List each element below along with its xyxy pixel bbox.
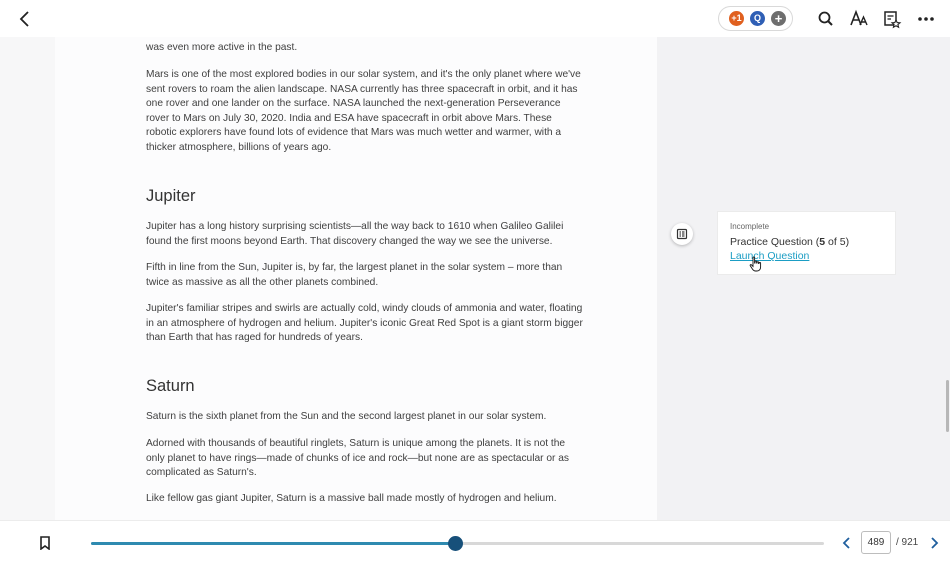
reading-page [55,37,657,520]
text-size-icon[interactable] [849,9,869,29]
question-title-suffix: of 5) [825,236,850,248]
badge-orange[interactable]: +1 [729,11,744,26]
bottom-toolbar [0,520,950,564]
collaborators-pill[interactable] [718,6,793,31]
launch-question-link[interactable]: Launch Question [730,250,810,262]
saturn-paragraph-1: Saturn is the sixth planet from the Sun and the second largest planet in our solar system. [146,411,547,422]
side-scrollbar-thumb[interactable] [946,380,949,432]
bookmarks-list-icon[interactable] [882,9,902,29]
question-status: Incomplete [730,222,770,231]
back-arrow-icon[interactable] [14,8,36,30]
progress-fill [91,542,455,545]
heading-saturn: Saturn [146,377,195,395]
heading-jupiter: Jupiter [146,187,196,205]
bookmark-icon[interactable] [39,536,51,550]
progress-slider-thumb[interactable] [448,536,463,551]
page-number-input[interactable] [861,531,891,554]
jupiter-paragraph-3: Jupiter's familiar stripes and swirls are actually cold, windy clouds of ammonia and water, floating in an atmosphere of hydrogen and helium. Jupiter's iconic Great Red Spot is a giant storm bigger than Earth that has raged for hundreds of years. [146,303,583,344]
jupiter-paragraph-1: Jupiter has a long history surprising scientists—all the way back to 1610 when Galileo Galilei found the first moons beyond Earth. That discovery changed the way we see the universe. [146,221,564,247]
practice-question-card [717,211,896,275]
paragraph-fragment: was even more active in the past. [146,42,298,53]
page-progress-slider[interactable] [91,542,824,545]
question-title [730,236,849,248]
question-list-icon [671,223,693,245]
side-panel [657,37,950,520]
badge-blue[interactable]: Q [750,11,765,26]
saturn-paragraph-3: Like fellow gas giant Jupiter, Saturn is a massive ball made mostly of hydrogen and helium. [146,493,557,504]
chevron-right-icon[interactable] [927,535,941,551]
jupiter-paragraph-2: Fifth in line from the Sun, Jupiter is, by far, the largest planet in the solar system – more than twice as massive as all the other planets combined. [146,262,563,288]
page-total: / 921 [896,537,919,548]
more-options-icon[interactable] [916,9,936,29]
add-icon[interactable]: + [771,11,786,26]
search-icon[interactable] [816,9,836,29]
question-title-prefix: Practice Question ( [730,236,820,248]
chevron-left-icon[interactable] [840,535,854,551]
hand-pointer-icon [749,256,763,272]
top-toolbar [0,0,950,37]
mars-paragraph: Mars is one of the most explored bodies in our solar system, and it's the only planet where we've sent rovers to roam the alien landscape. NASA currently has three spacecraft in orbit, and it has one rover and one lander on the surface. NASA launched the next-generation Perseverance rover to Mars on July 30, 2020. India and ESA have spacecraft in orbit above Mars. These robotic explorers have found lots of evidence that Mars was much wetter and warmer, with a thicker atmosphere, billions of years ago. [146,69,581,153]
saturn-paragraph-2: Adorned with thousands of beautiful ringlets, Saturn is unique among the planets. It is not the only planet to have rings—made of chunks of ice and rock—but none are as spectacular or as complicated as Saturn's. [146,438,570,479]
question-current-number: 5 [819,236,826,248]
practice-question-toggle[interactable] [671,223,693,245]
